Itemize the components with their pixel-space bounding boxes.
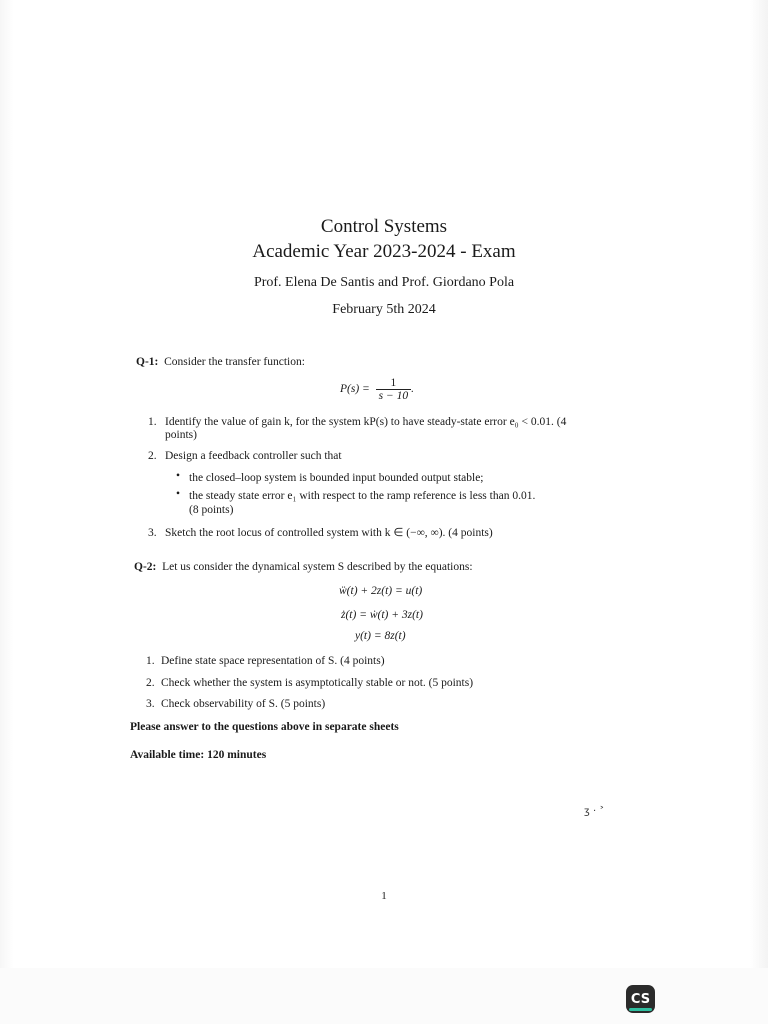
stray-pen-marks: ʒ · ˃ [584,806,605,817]
authors: Prof. Elena De Santis and Prof. Giordano Pola [253,275,515,290]
q2-item-2-num: 2. [146,677,155,689]
available-time: Available time: 120 minutes [130,749,267,761]
q1-item-1-num: 1. [148,416,157,428]
q1-intro: Consider the transfer function: [164,356,305,368]
q2-intro: Let us consider the dynamical system S described by the equations: [162,561,473,573]
bullet-dot: • [176,470,181,482]
q1-denominator: s − 10 [378,390,409,402]
q1-item-2-num: 2. [148,450,157,462]
q2-equation-2: ż(t) = ẇ(t) + 3z(t) [341,609,423,621]
q1-label: Q-1: [136,356,159,368]
exam-date: February 5th 2024 [332,302,436,317]
page-number: 1 [381,890,387,902]
q1-bullet-2: the steady state error e₁ with respect to the ramp reference is less than 0.01. [189,490,536,502]
q1-item-1-text-cont: points) [165,429,197,441]
q2-equation-1: ẅ(t) + 2z(t) = u(t) [339,585,423,597]
q2-heading [134,561,473,573]
q2-item-3-num: 3. [146,698,155,710]
document-title: Control Systems [320,216,448,237]
q2-item-3-text: Check observability of S. (5 points) [161,698,326,710]
q1-item-3-num: 3. [148,527,157,539]
instruction-text: Please answer to the questions above in separate sheets [130,721,399,733]
q1-equation-end: . [411,383,415,396]
q2-equation-3: y(t) = 8z(t) [355,630,406,642]
q1-item-2-text: Design a feedback controller such that [165,450,342,462]
q1-equation-lhs: P(s) = [340,383,370,396]
q1-bullet-1: the closed–loop system is bounded input bounded output stable; [189,472,484,484]
q1-heading [136,356,305,368]
q2-item-1-text: Define state space representation of S. (4 points) [161,655,385,667]
q1-numerator: 1 [376,377,412,390]
q2-label: Q-2: [134,561,157,573]
q2-item-1-num: 1. [146,655,155,667]
q2-item-2-text: Check whether the system is asymptotically stable or not. (5 points) [161,677,474,689]
camscanner-logo: CS [626,985,655,1013]
q1-transfer-function [340,377,414,402]
document-subtitle: Academic Year 2023-2024 - Exam [252,241,516,262]
q1-item-3-text: Sketch the root locus of controlled system with k ∈ (−∞, ∞). (4 points) [165,527,493,539]
q1-fraction [376,377,415,402]
bullet-dot: • [176,488,181,500]
q1-item-1-text: Identify the value of gain k, for the system kP(s) to have steady-state error e₀ < 0.01. (4 [165,416,567,428]
q1-bullet-points: (8 points) [189,504,234,516]
